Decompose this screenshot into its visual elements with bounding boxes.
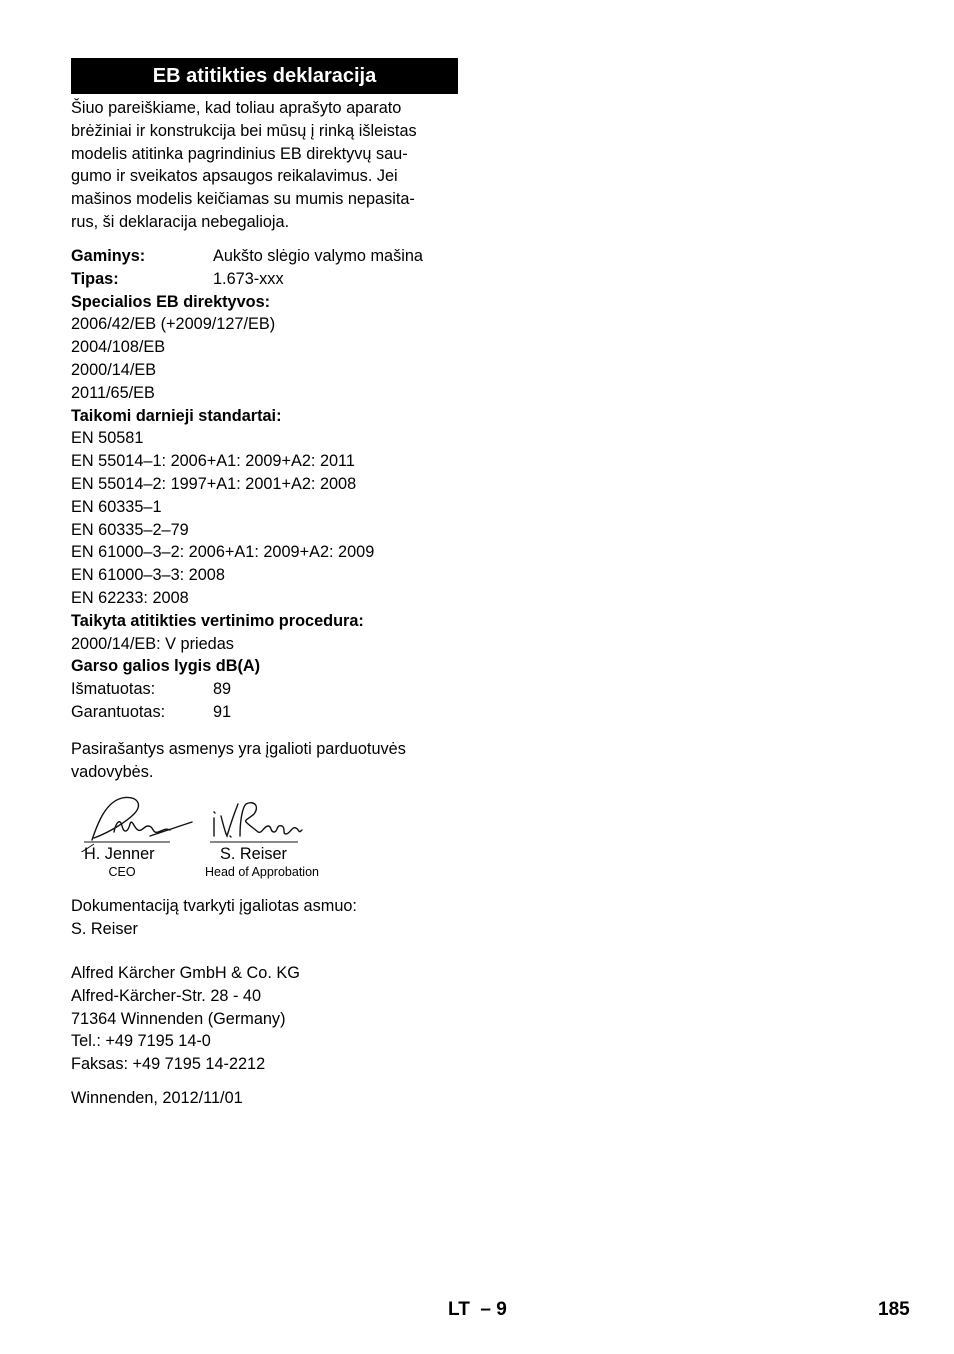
company-line: 71364 Winnenden (Germany): [71, 1009, 286, 1028]
standard-item: EN 61000–3–3: 2008: [71, 566, 225, 585]
guaranteed-value: 91: [213, 702, 232, 721]
signatory-title: CEO: [108, 865, 136, 879]
sound-title: Garso galios lygis dB(A): [71, 657, 261, 676]
intro-line: gumo ir sveikatos apsaugos reikalavimus. Jei: [71, 167, 398, 186]
signatory-title: Head of Approbation: [205, 865, 319, 879]
company-line: Faksas: +49 7195 14-2212: [71, 1055, 266, 1074]
intro-line: Šiuo pareiškiame, kad toliau aprašyto aparato: [71, 99, 402, 117]
product-value: Aukšto slėgio valymo mašina: [213, 247, 423, 265]
measured-value: 89: [213, 680, 232, 699]
standard-item: EN 62233: 2008: [71, 588, 189, 607]
measured-label: Išmatuotas:: [71, 680, 156, 699]
authorization-line: vadovybės.: [71, 762, 154, 781]
standard-item: EN 55014–1: 2006+A1: 2009+A2: 2011: [71, 452, 355, 471]
page-number: 185: [878, 1299, 910, 1320]
standard-item: EN 50581: [71, 429, 144, 448]
signature-area: [70, 792, 340, 882]
signature-graphics: [70, 792, 340, 852]
guaranteed-label: Garantuotas:: [71, 702, 166, 721]
spec-block: [71, 245, 461, 724]
intro-line: rus, ši deklaracija nebegalioja.: [71, 212, 290, 231]
section-heading: EB atitikties deklaracija: [71, 58, 458, 94]
signatory-name: H. Jenner: [84, 845, 155, 863]
directive-item: 2000/14/EB: [71, 360, 157, 379]
directive-item: 2004/108/EB: [71, 338, 166, 357]
authorization-text: [71, 738, 461, 784]
procedure-value: 2000/14/EB: V priedas: [71, 634, 234, 653]
guaranteed-row: [71, 701, 461, 724]
standards-title: Taikomi darnieji standartai:: [71, 406, 282, 425]
product-row: [71, 245, 461, 268]
authorization-line: Pasirašantys asmenys yra įgalioti parduotuvės: [71, 740, 406, 758]
documentation-person: S. Reiser: [71, 919, 138, 938]
company-line: Alfred Kärcher GmbH & Co. KG: [71, 964, 300, 982]
place-date: Winnenden, 2012/11/01: [71, 1089, 243, 1107]
signature-jenner: [92, 797, 192, 840]
intro-line: brėžiniai ir konstrukcija bei mūsų į rinką išleistas: [71, 121, 417, 140]
intro-paragraph: [71, 97, 461, 234]
company-line: Tel.: +49 7195 14-0: [71, 1032, 211, 1051]
documentation-block: [71, 895, 461, 941]
directive-item: 2006/42/EB (+2009/127/EB): [71, 315, 276, 334]
standard-item: EN 60335–1: [71, 497, 162, 516]
measured-row: [71, 678, 461, 701]
type-label: Tipas:: [71, 269, 119, 288]
procedure-title: Taikyta atitikties vertinimo procedura:: [71, 611, 364, 630]
directives-title: Specialios EB direktyvos:: [71, 292, 271, 311]
intro-line: modelis atitinka pagrindinius EB direktyvų sau-: [71, 144, 408, 163]
type-value: 1.673-xxx: [213, 269, 284, 288]
standard-item: EN 55014–2: 1997+A1: 2001+A2: 2008: [71, 474, 357, 493]
footer-section: LT – 9: [448, 1299, 507, 1320]
standard-item: EN 61000–3–2: 2006+A1: 2009+A2: 2009: [71, 543, 375, 562]
company-address: [71, 962, 461, 1076]
product-label: Gaminys:: [71, 247, 146, 265]
signature-reiser: [214, 803, 302, 837]
standard-item: EN 60335–2–79: [71, 520, 189, 539]
intro-line: mašinos modelis keičiamas su mumis nepasita-: [71, 190, 415, 209]
company-line: Alfred-Kärcher-Str. 28 - 40: [71, 986, 262, 1005]
type-row: [71, 268, 461, 291]
documentation-label: Dokumentaciją tvarkyti įgaliotas asmuo:: [71, 897, 357, 915]
signatory-name: S. Reiser: [220, 845, 287, 863]
directive-item: 2011/65/EB: [71, 383, 155, 402]
